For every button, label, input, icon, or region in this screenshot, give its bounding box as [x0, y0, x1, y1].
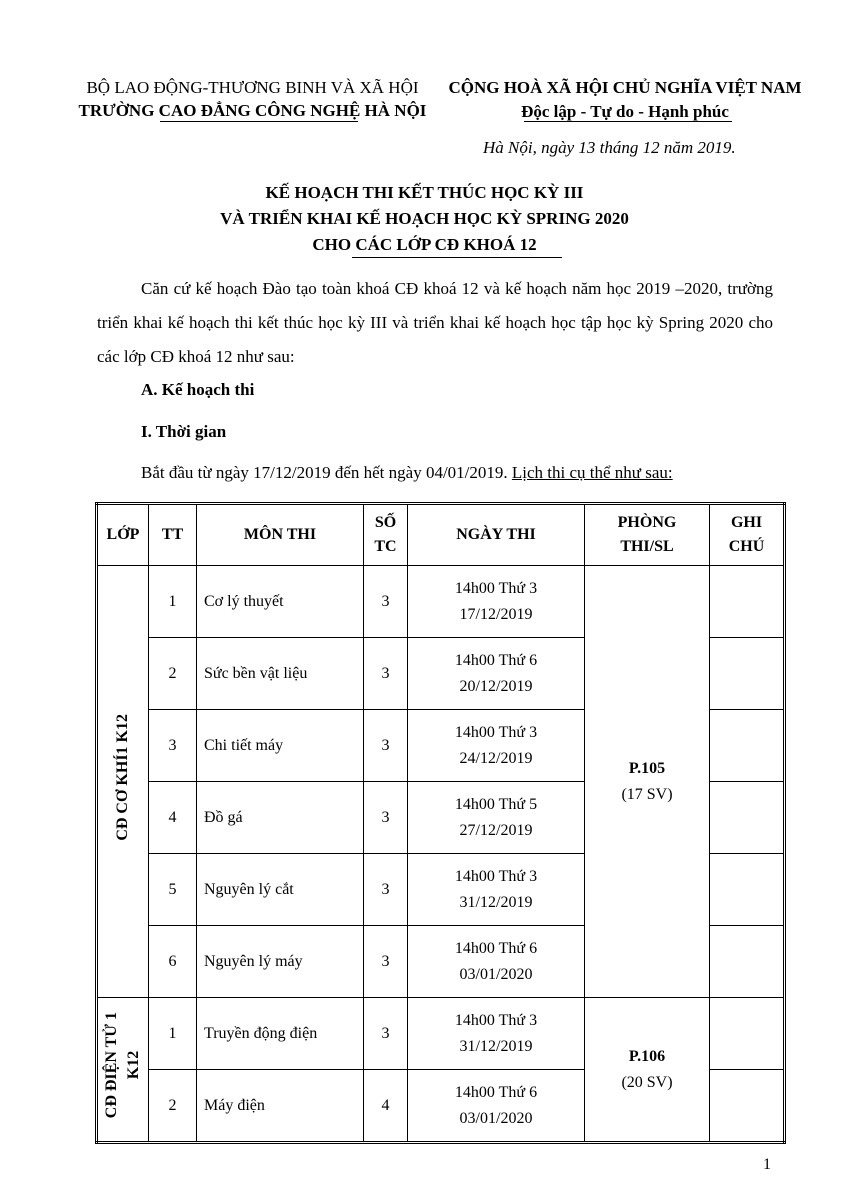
- page-number: 1: [763, 1156, 771, 1173]
- exam-day: 03/01/2020: [459, 1109, 533, 1127]
- cell-note: [710, 998, 785, 1070]
- room-name: P.106: [628, 1047, 666, 1065]
- exam-day: 24/12/2019: [459, 749, 533, 767]
- cell-note: [710, 710, 785, 782]
- cell-subject: Nguyên lý máy: [197, 926, 364, 998]
- room-cell-p105: [585, 566, 710, 998]
- header-phong-line2: THI/SL: [620, 538, 674, 555]
- header-so-tc-line1: SỐ: [374, 514, 397, 531]
- exam-schedule-table: [95, 502, 786, 1144]
- class-cell-cokhi: [97, 566, 149, 998]
- national-title: CỘNG HOÀ XÃ HỘI CHỦ NGHĨA VIỆT NAM: [448, 78, 802, 97]
- school-name: TRƯỜNG CAO ĐẲNG CÔNG NGHỆ HÀ NỘI: [78, 101, 427, 120]
- exam-day: 03/01/2020: [459, 965, 533, 983]
- header-ghi-line1: GHI: [730, 514, 763, 531]
- cell-subject: Đồ gá: [197, 782, 364, 854]
- cell-exam-date: [408, 1070, 585, 1143]
- class-label-dientu: [101, 1012, 145, 1118]
- cell-tt: 6: [149, 926, 197, 998]
- header-phong-thi: [585, 504, 710, 566]
- exam-time: 14h00 Thứ 3: [454, 867, 538, 885]
- cell-note: [710, 854, 785, 926]
- header-mon-thi: MÔN THI: [197, 504, 364, 566]
- cell-credits: 3: [364, 710, 408, 782]
- cell-note: [710, 566, 785, 638]
- cell-exam-date: [408, 566, 585, 638]
- national-motto: Độc lập - Tự do - Hạnh phúc: [521, 102, 729, 121]
- cell-exam-date: [408, 782, 585, 854]
- cell-exam-date: [408, 926, 585, 998]
- header-right-rule: [524, 121, 732, 122]
- header-ghi-line2: CHÚ: [728, 538, 765, 555]
- header-ministry: [70, 76, 435, 123]
- exam-day: 31/12/2019: [459, 893, 533, 911]
- document-date: Hà Nội, ngày 13 tháng 12 năm 2019.: [483, 138, 736, 157]
- schedule-intro: Lịch thi cụ thể như sau:: [511, 463, 673, 482]
- title-line-3: CHO CÁC LỚP CĐ KHOÁ 12: [312, 235, 537, 254]
- room-cell-p106: [585, 998, 710, 1143]
- cell-credits: 4: [364, 1070, 408, 1143]
- intro-paragraph: Căn cứ kế hoạch Đào tạo toàn khoá CĐ khoá 12 và kế hoạch năm học 2019 –2020, trường triển khai kế hoạch thi kết thúc học kỳ III và triển khai kế hoạch học tập học kỳ Spring 2020 cho các lớp CĐ khoá 12 như sau:: [97, 279, 773, 366]
- exam-day: 20/12/2019: [459, 677, 533, 695]
- title-rule: [352, 257, 562, 258]
- header-so-tc: [364, 504, 408, 566]
- cell-note: [710, 638, 785, 710]
- cell-credits: 3: [364, 566, 408, 638]
- cell-exam-date: [408, 854, 585, 926]
- cell-exam-date: [408, 710, 585, 782]
- header-so-tc-line2: TC: [374, 538, 397, 555]
- cell-credits: 3: [364, 926, 408, 998]
- cell-credits: 3: [364, 638, 408, 710]
- time-range: Bắt đầu từ ngày 17/12/2019 đến hết ngày 04/01/2019.: [141, 463, 512, 482]
- class-cell-dientu: [97, 998, 149, 1143]
- class-label-dientu-line2: K12: [125, 1050, 142, 1080]
- title-line-1: KẾ HOẠCH THI KẾT THÚC HỌC KỲ III: [265, 183, 584, 202]
- header-ghi-chu: [710, 504, 785, 566]
- cell-subject: Sức bền vật liệu: [197, 638, 364, 710]
- cell-subject: Chi tiết máy: [197, 710, 364, 782]
- cell-note: [710, 782, 785, 854]
- section-a-heading: A. Kế hoạch thi: [141, 380, 255, 399]
- cell-subject: Truyền động điện: [197, 998, 364, 1070]
- cell-exam-date: [408, 638, 585, 710]
- ministry-name: BỘ LAO ĐỘNG-THƯƠNG BINH VÀ XÃ HỘI: [86, 78, 419, 97]
- header-left-rule: [160, 121, 358, 122]
- cell-tt: 1: [149, 998, 197, 1070]
- table-header-row: [97, 504, 785, 566]
- cell-tt: 1: [149, 566, 197, 638]
- exam-time: 14h00 Thứ 6: [454, 651, 538, 669]
- room-count: (20 SV): [621, 1073, 673, 1091]
- exam-day: 17/12/2019: [459, 605, 533, 623]
- room-name: P.105: [628, 759, 666, 777]
- room-count: (17 SV): [621, 785, 673, 803]
- exam-day: 27/12/2019: [459, 821, 533, 839]
- exam-time: 14h00 Thứ 5: [454, 795, 538, 813]
- table-row: [97, 998, 785, 1070]
- exam-time: 14h00 Thứ 3: [454, 1011, 538, 1029]
- section-i-heading: I. Thời gian: [141, 422, 227, 441]
- document-title: [0, 180, 849, 258]
- cell-tt: 3: [149, 710, 197, 782]
- cell-credits: 3: [364, 782, 408, 854]
- exam-time: 14h00 Thứ 3: [454, 579, 538, 597]
- cell-note: [710, 926, 785, 998]
- exam-time: 14h00 Thứ 6: [454, 939, 538, 957]
- header-phong-line1: PHÒNG: [617, 514, 677, 531]
- cell-tt: 5: [149, 854, 197, 926]
- cell-credits: 3: [364, 998, 408, 1070]
- class-label-cokhi: CĐ CƠ KHÍ1 K12: [114, 713, 131, 841]
- cell-exam-date: [408, 998, 585, 1070]
- cell-subject: Máy điện: [197, 1070, 364, 1143]
- table-row: [97, 566, 785, 638]
- cell-tt: 4: [149, 782, 197, 854]
- header-ngay-thi: NGÀY THI: [408, 504, 585, 566]
- exam-time: 14h00 Thứ 6: [454, 1083, 538, 1101]
- title-line-2: VÀ TRIỂN KHAI KẾ HOẠCH HỌC KỲ SPRING 2020: [220, 209, 629, 228]
- cell-subject: Cơ lý thuyết: [197, 566, 364, 638]
- cell-subject: Nguyên lý cắt: [197, 854, 364, 926]
- header-tt: TT: [149, 504, 197, 566]
- cell-credits: 3: [364, 854, 408, 926]
- header-lop: LỚP: [97, 504, 149, 566]
- time-range-text: [141, 463, 673, 483]
- class-label-dientu-line1: CĐ ĐIỆN TỬ 1: [103, 1011, 120, 1119]
- exam-day: 31/12/2019: [459, 1037, 533, 1055]
- exam-time: 14h00 Thứ 3: [454, 723, 538, 741]
- header-national: [440, 76, 810, 124]
- cell-tt: 2: [149, 638, 197, 710]
- cell-note: [710, 1070, 785, 1143]
- cell-tt: 2: [149, 1070, 197, 1143]
